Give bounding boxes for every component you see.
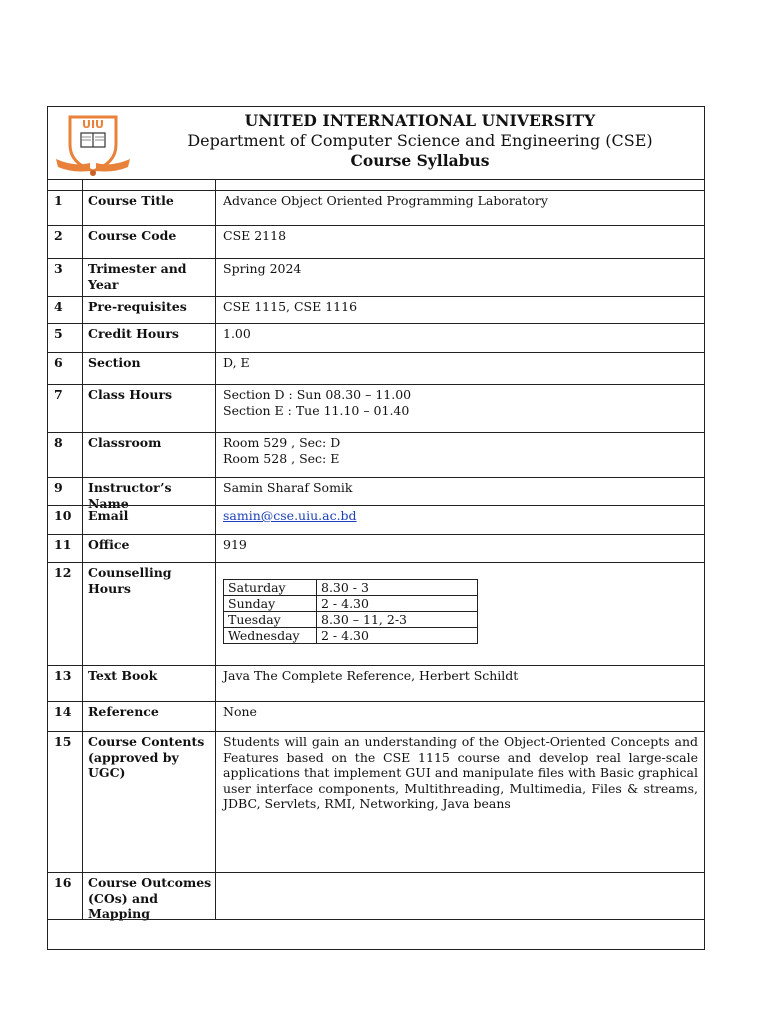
row-number: 5 bbox=[54, 326, 63, 341]
table-row bbox=[48, 225, 704, 259]
day-cell: Sunday bbox=[224, 596, 317, 612]
row-label: Class Hours bbox=[88, 387, 173, 402]
table-row bbox=[48, 505, 704, 535]
class-hours-line: Section D : Sun 08.30 – 11.00 bbox=[223, 387, 412, 402]
table-row bbox=[48, 562, 704, 666]
row-number: 2 bbox=[54, 228, 63, 243]
counselling-hours-table bbox=[223, 579, 478, 644]
table-row bbox=[48, 872, 704, 920]
syllabus-page bbox=[47, 106, 705, 950]
row-number: 14 bbox=[54, 704, 72, 719]
row-label: Reference bbox=[88, 704, 159, 719]
day-cell: Saturday bbox=[224, 580, 317, 596]
prerequisites-value: CSE 1115, CSE 1116 bbox=[223, 299, 358, 314]
classroom-line: Room 529 , Sec: D bbox=[223, 435, 341, 450]
row-number: 4 bbox=[54, 299, 63, 314]
row-number: 15 bbox=[54, 734, 72, 749]
row-label: Counselling Hours bbox=[88, 565, 172, 596]
time-cell: 2 - 4.30 bbox=[317, 596, 478, 612]
class-hours-value bbox=[223, 387, 698, 418]
instructor-value: Samin Sharaf Somik bbox=[223, 480, 353, 495]
table-row bbox=[48, 323, 704, 353]
divider bbox=[48, 919, 704, 920]
row-number: 8 bbox=[54, 435, 63, 450]
counselling-row bbox=[224, 580, 478, 596]
row-label: Credit Hours bbox=[88, 326, 179, 341]
time-cell: 8.30 - 3 bbox=[317, 580, 478, 596]
day-cell: Wednesday bbox=[224, 628, 317, 644]
table-row bbox=[48, 384, 704, 433]
class-hours-line: Section E : Tue 11.10 – 01.40 bbox=[223, 402, 410, 418]
classroom-value bbox=[223, 435, 698, 466]
row-label: Office bbox=[88, 537, 130, 552]
counselling-row bbox=[224, 628, 478, 644]
document-title: Course Syllabus bbox=[350, 151, 490, 170]
row-label: Trimester and Year bbox=[88, 261, 187, 292]
department-name: Department of Computer Science and Engineering (CSE) bbox=[187, 131, 653, 150]
time-cell: 8.30 – 11, 2-3 bbox=[317, 612, 478, 628]
row-number: 10 bbox=[54, 508, 72, 523]
table-row bbox=[48, 534, 704, 563]
table-row bbox=[48, 477, 704, 511]
course-title-value: Advance Object Oriented Programming Laboratory bbox=[223, 193, 548, 208]
reference-value: None bbox=[223, 704, 257, 719]
divider bbox=[48, 179, 704, 180]
row-number: 12 bbox=[54, 565, 72, 580]
row-number: 7 bbox=[54, 387, 63, 402]
row-label: Course Code bbox=[88, 228, 177, 243]
table-row bbox=[48, 432, 704, 478]
table-row bbox=[48, 258, 704, 297]
table-row bbox=[48, 731, 704, 873]
row-label: Course Outcomes (COs) and Mapping bbox=[88, 875, 212, 921]
row-label: Classroom bbox=[88, 435, 162, 450]
header bbox=[48, 107, 704, 179]
section-value: D, E bbox=[223, 355, 250, 370]
row-number: 6 bbox=[54, 355, 63, 370]
university-name: UNITED INTERNATIONAL UNIVERSITY bbox=[244, 111, 596, 130]
row-label: Email bbox=[88, 508, 129, 523]
time-cell: 2 - 4.30 bbox=[317, 628, 478, 644]
trimester-value: Spring 2024 bbox=[223, 261, 302, 276]
row-label: Text Book bbox=[88, 668, 158, 683]
row-label: Course Title bbox=[88, 193, 174, 208]
table-row bbox=[48, 701, 704, 732]
table-row bbox=[48, 296, 704, 324]
table-row bbox=[48, 352, 704, 385]
row-label: Pre-requisites bbox=[88, 299, 187, 314]
row-number: 16 bbox=[54, 875, 72, 890]
course-code-value: CSE 2118 bbox=[223, 228, 287, 243]
classroom-line: Room 528 , Sec: E bbox=[223, 450, 340, 466]
table-row bbox=[48, 190, 704, 226]
day-cell: Tuesday bbox=[224, 612, 317, 628]
row-number: 11 bbox=[54, 537, 72, 552]
credit-hours-value: 1.00 bbox=[223, 326, 251, 341]
row-label: Section bbox=[88, 355, 141, 370]
office-value: 919 bbox=[223, 537, 247, 552]
row-number: 3 bbox=[54, 261, 63, 276]
course-contents-value: Students will gain an understanding of the Object-Oriented Concepts and Features based on the CSE 1115 course and develop real large-scale applications that implement GUI and manipulate files with Basic graphical user interface components, Multithreading, Multimedia, Files & streams, JDBC, Servlets, RMI, Networking, Java beans bbox=[223, 734, 698, 811]
svg-text:UIU: UIU bbox=[82, 118, 104, 131]
row-number: 9 bbox=[54, 480, 63, 495]
table-row bbox=[48, 665, 704, 702]
row-label: Instructor’s Name bbox=[88, 480, 172, 511]
row-number: 1 bbox=[54, 193, 63, 208]
email-link[interactable]: samin@cse.uiu.ac.bd bbox=[223, 508, 357, 523]
textbook-value: Java The Complete Reference, Herbert Schildt bbox=[223, 668, 519, 683]
row-label: Course Contents (approved by UGC) bbox=[88, 734, 205, 780]
email-value bbox=[223, 508, 698, 524]
row-number: 13 bbox=[54, 668, 72, 683]
counselling-row bbox=[224, 612, 478, 628]
counselling-row bbox=[224, 596, 478, 612]
